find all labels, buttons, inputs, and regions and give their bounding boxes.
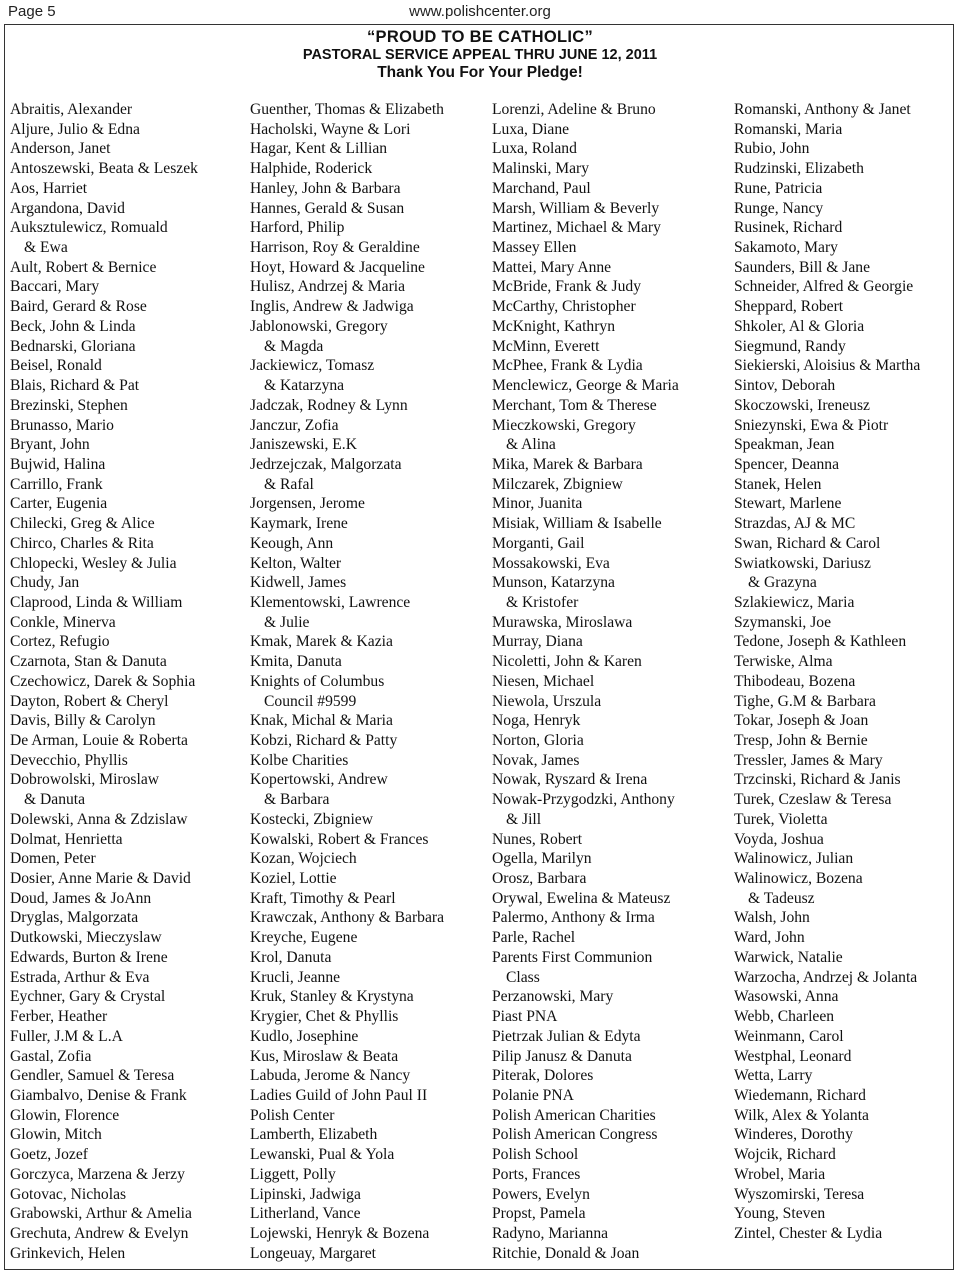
donor-name: Fuller, J.M & L.A xyxy=(10,1027,123,1045)
donor-name: Saunders, Bill & Jane xyxy=(734,258,870,276)
donor-name: Palermo, Anthony & Irma xyxy=(492,909,655,927)
donor-name: Misiak, William & Isabelle xyxy=(492,515,662,533)
donor-name: Lamberth, Elizabeth xyxy=(250,1126,378,1144)
donor-name: Domen, Peter xyxy=(10,850,96,868)
donor-name: Kudlo, Josephine xyxy=(250,1027,359,1045)
donor-name: Ward, John xyxy=(734,929,805,947)
donor-name: Kmita, Danuta xyxy=(250,653,342,671)
donor-name: Runge, Nancy xyxy=(734,199,824,217)
donor-name: Kruk, Stanley & Krystyna xyxy=(250,988,414,1006)
donor-name: Dolmat, Henrietta xyxy=(10,830,123,848)
donor-name: Mika, Marek & Barbara xyxy=(492,455,643,473)
donor-name: Nowak, Ryszard & Irena xyxy=(492,771,648,789)
donor-name: Walinowicz, Bozena xyxy=(734,870,863,888)
donor-name: Jackiewicz, Tomasz xyxy=(250,357,375,375)
donor-name: Class xyxy=(506,968,540,986)
donor-name: Labuda, Jerome & Nancy xyxy=(250,1067,411,1085)
donor-name: Brunasso, Mario xyxy=(10,416,114,434)
donor-name: Glowin, Florence xyxy=(10,1106,120,1124)
donor-name: Szymanski, Joe xyxy=(734,613,832,631)
donor-name: Janiszewski, E.K xyxy=(250,436,357,454)
donor-name: Romanski, Maria xyxy=(734,120,843,138)
donor-name: Sakamoto, Mary xyxy=(734,239,838,257)
donor-name: Auksztulewicz, Romuald xyxy=(10,219,168,237)
donor-name: Ogella, Marilyn xyxy=(492,850,592,868)
donor-name: Chilecki, Greg & Alice xyxy=(10,515,155,533)
donor-name: Parle, Rachel xyxy=(492,929,576,947)
donor-column-2 xyxy=(250,100,444,1263)
donor-name: McBride, Frank & Judy xyxy=(492,278,641,296)
donor-name: Skoczowski, Ireneusz xyxy=(734,396,870,414)
donor-name: Kraft, Timothy & Pearl xyxy=(250,889,396,907)
website-url: www.polishcenter.org xyxy=(409,3,551,20)
donor-name: Doud, James & JoAnn xyxy=(10,889,152,907)
donor-name: Dobrowolski, Miroslaw xyxy=(10,771,160,789)
donor-name: Dryglas, Malgorzata xyxy=(10,909,139,927)
donor-name: Ritchie, Donald & Joan xyxy=(492,1244,640,1262)
donor-name: Mossakowski, Eva xyxy=(492,554,610,572)
donor-name: Kaymark, Irene xyxy=(250,515,348,533)
donor-name: Tighe, G.M & Barbara xyxy=(734,692,876,710)
donor-name: Wrobel, Maria xyxy=(734,1165,826,1183)
donor-name: Jadczak, Rodney & Lynn xyxy=(250,396,408,414)
donor-name: Krucli, Jeanne xyxy=(250,968,341,986)
donor-name: Nunes, Robert xyxy=(492,830,583,848)
donor-name: Wasowski, Anna xyxy=(734,988,839,1006)
donor-name: Bryant, John xyxy=(10,436,90,454)
donor-name: Litherland, Vance xyxy=(250,1205,361,1223)
donor-name: Polanie PNA xyxy=(492,1086,574,1104)
donor-name: & Grazyna xyxy=(748,574,817,592)
donor-name: Dutkowski, Mieczyslaw xyxy=(10,929,162,947)
donor-name: Brezinski, Stephen xyxy=(10,396,128,414)
donor-name: Rudzinski, Elizabeth xyxy=(734,160,864,178)
donor-name: Mieczkowski, Gregory xyxy=(492,416,636,434)
donor-name: Harrison, Roy & Geraldine xyxy=(250,239,420,257)
donor-name: Kidwell, James xyxy=(250,574,347,592)
donor-name: Siegmund, Randy xyxy=(734,337,846,355)
donor-name: Eychner, Gary & Crystal xyxy=(10,988,166,1006)
donor-column-1 xyxy=(10,100,198,1263)
donor-name: Wojcik, Richard xyxy=(734,1146,836,1164)
page-number: Page 5 xyxy=(8,3,56,20)
donor-name: Chudy, Jan xyxy=(10,574,80,592)
donor-name: & Kristofer xyxy=(506,593,579,611)
donor-name: Martinez, Michael & Mary xyxy=(492,219,661,237)
donor-name: Knak, Michal & Maria xyxy=(250,712,393,730)
donor-name: & Danuta xyxy=(24,791,86,809)
donor-name: Bednarski, Gloriana xyxy=(10,337,136,355)
donor-name: Siekierski, Aloisius & Martha xyxy=(734,357,921,375)
donor-name: Longeuay, Margaret xyxy=(250,1244,376,1262)
donor-name: Rusinek, Richard xyxy=(734,219,843,237)
donor-name: Dayton, Robert & Cheryl xyxy=(10,692,169,710)
heading-subtitle: PASTORAL SERVICE APPEAL THRU JUNE 12, 2011 xyxy=(302,47,658,63)
donor-name: Polish American Congress xyxy=(492,1126,658,1144)
donor-name: Massey Ellen xyxy=(492,239,577,257)
donor-name: Powers, Evelyn xyxy=(492,1185,590,1203)
donor-name: Propst, Pamela xyxy=(492,1205,586,1223)
donor-name: Stewart, Marlene xyxy=(734,495,842,513)
donor-name: Bujwid, Halina xyxy=(10,455,106,473)
donor-name: Grabowski, Arthur & Amelia xyxy=(10,1205,192,1223)
donor-name: Tokar, Joseph & Joan xyxy=(734,712,869,730)
donor-name: Gendler, Samuel & Teresa xyxy=(10,1067,175,1085)
donor-name: Rune, Patricia xyxy=(734,179,823,197)
donor-name: Abraitis, Alexander xyxy=(10,101,133,118)
donor-name: Sheppard, Robert xyxy=(734,298,844,316)
donor-name: Beck, John & Linda xyxy=(10,317,136,335)
donor-name: & Katarzyna xyxy=(264,377,345,395)
donor-name: Niesen, Michael xyxy=(492,672,595,690)
donor-name: Piterak, Dolores xyxy=(492,1067,594,1085)
donor-name: Jedrzejczak, Malgorzata xyxy=(250,455,402,473)
donor-name: Luxa, Diane xyxy=(492,120,570,138)
donor-name: Krol, Danuta xyxy=(250,948,332,966)
donor-name: Zintel, Chester & Lydia xyxy=(734,1224,883,1242)
donor-name: Keough, Ann xyxy=(250,534,334,552)
donor-name: Warzocha, Andrzej & Jolanta xyxy=(734,968,918,986)
donor-name: Harford, Philip xyxy=(250,219,345,237)
donor-name: Lipinski, Jadwiga xyxy=(250,1185,361,1203)
heading-thanks: Thank You For Your Pledge! xyxy=(377,64,583,81)
donor-name: Jorgensen, Jerome xyxy=(250,495,365,513)
donor-name: Schneider, Alfred & Georgie xyxy=(734,278,914,296)
donor-name: Sintov, Deborah xyxy=(734,377,836,395)
donor-name: Baird, Gerard & Rose xyxy=(10,298,147,316)
donor-name: Tressler, James & Mary xyxy=(734,751,883,769)
donor-name: Kus, Miroslaw & Beata xyxy=(250,1047,399,1065)
donor-name: Lojewski, Henryk & Bozena xyxy=(250,1224,430,1242)
donor-name: Ladies Guild of John Paul II xyxy=(250,1086,428,1104)
donor-name: & Jill xyxy=(506,810,542,828)
donor-name: Carrillo, Frank xyxy=(10,475,103,493)
donor-name: Murray, Diana xyxy=(492,633,583,651)
donor-name: Wiedemann, Richard xyxy=(734,1086,866,1104)
donor-name: Voyda, Joshua xyxy=(734,830,824,848)
donor-name: Walsh, John xyxy=(734,909,810,927)
donor-name: Wilk, Alex & Yolanta xyxy=(734,1106,869,1124)
donor-name: Kolbe Charities xyxy=(250,751,349,769)
donor-name: Nowak-Przygodzki, Anthony xyxy=(492,791,675,809)
donor-name: Trzcinski, Richard & Janis xyxy=(734,771,901,789)
donor-name: Terwiske, Alma xyxy=(734,653,833,671)
donor-name: Hacholski, Wayne & Lori xyxy=(250,120,411,138)
donor-name: Norton, Gloria xyxy=(492,732,584,749)
donor-name: Gotovac, Nicholas xyxy=(10,1185,127,1203)
donor-name: Rubio, John xyxy=(734,140,810,158)
donor-name: Ault, Robert & Bernice xyxy=(10,258,157,276)
donor-name: & Tadeusz xyxy=(748,889,815,907)
donor-name: Milczarek, Zbigniew xyxy=(492,475,623,493)
donor-name: De Arman, Louie & Roberta xyxy=(10,732,188,749)
donor-name: Radyno, Marianna xyxy=(492,1224,609,1242)
donor-name: Kozan, Wojciech xyxy=(250,850,357,868)
heading-title: “PROUD TO BE CATHOLIC” xyxy=(367,28,593,46)
donor-column-3 xyxy=(492,100,679,1263)
donor-name: Westphal, Leonard xyxy=(734,1047,852,1065)
donor-name: Walinowicz, Julian xyxy=(734,850,854,868)
donor-name: Luxa, Roland xyxy=(492,140,577,158)
donor-name: Halphide, Roderick xyxy=(250,160,373,178)
donor-name: Gorczyca, Marzena & Jerzy xyxy=(10,1165,185,1183)
donor-name: Guenther, Thomas & Elizabeth xyxy=(250,101,444,118)
donor-name: Hannes, Gerald & Susan xyxy=(250,199,405,217)
donor-name: Estrada, Arthur & Eva xyxy=(10,968,150,986)
donor-column-4 xyxy=(734,100,920,1244)
donor-name: Kowalski, Robert & Frances xyxy=(250,830,429,848)
donor-name: Czarnota, Stan & Danuta xyxy=(10,653,167,671)
page-header xyxy=(0,0,960,26)
donor-name: Hoyt, Howard & Jacqueline xyxy=(250,258,425,276)
donor-name: Gastal, Zofia xyxy=(10,1047,92,1065)
donor-name: Hanley, John & Barbara xyxy=(250,179,401,197)
donor-name: Argandona, David xyxy=(10,199,125,217)
donor-name: Winderes, Dorothy xyxy=(734,1126,853,1144)
donor-name: Kreyche, Eugene xyxy=(250,929,358,947)
donor-name: Antoszewski, Beata & Leszek xyxy=(10,160,198,178)
donor-name: Sniezynski, Ewa & Piotr xyxy=(734,416,889,434)
donor-name: Polish Center xyxy=(250,1106,335,1124)
donor-name: Orywal, Ewelina & Mateusz xyxy=(492,889,671,907)
donor-name: Merchant, Tom & Therese xyxy=(492,396,657,414)
donor-name: Szlakiewicz, Maria xyxy=(734,593,855,611)
donor-name: Romanski, Anthony & Janet xyxy=(734,101,911,118)
donor-name: Young, Steven xyxy=(734,1205,826,1223)
donor-name: Chirco, Charles & Rita xyxy=(10,534,154,552)
donor-name: Weinmann, Carol xyxy=(734,1027,844,1045)
donor-name: & Magda xyxy=(264,337,324,355)
donor-name: Piast PNA xyxy=(492,1008,558,1026)
donor-name: Jablonowski, Gregory xyxy=(250,317,388,335)
donor-name: Tresp, John & Bernie xyxy=(734,732,868,749)
donor-name: Novak, James xyxy=(492,751,580,769)
donor-name: McCarthy, Christopher xyxy=(492,298,636,316)
donor-name: Ports, Frances xyxy=(492,1165,581,1183)
donor-name: Conkle, Minerva xyxy=(10,613,116,631)
donor-name: Speakman, Jean xyxy=(734,436,835,454)
donor-name: Dolewski, Anna & Zdzislaw xyxy=(10,810,188,828)
donor-name: Claprood, Linda & William xyxy=(10,593,183,611)
donor-name: Knights of Columbus xyxy=(250,672,385,690)
donor-name: Polish American Charities xyxy=(492,1106,656,1124)
donor-name: Hagar, Kent & Lillian xyxy=(250,140,388,158)
donor-name: Beisel, Ronald xyxy=(10,357,102,375)
donor-name: Lorenzi, Adeline & Bruno xyxy=(492,101,656,118)
donor-name: & Rafal xyxy=(264,475,314,493)
donor-name: Hulisz, Andrzej & Maria xyxy=(250,278,406,296)
donor-name: Munson, Katarzyna xyxy=(492,574,615,592)
donor-name: Malinski, Mary xyxy=(492,160,590,178)
donor-name: Nicoletti, John & Karen xyxy=(492,653,642,671)
donor-name: Glowin, Mitch xyxy=(10,1126,102,1144)
donor-name: Giambalvo, Denise & Frank xyxy=(10,1086,187,1104)
donor-name: Noga, Henryk xyxy=(492,712,581,730)
donor-name: Lewanski, Pual & Yola xyxy=(250,1146,395,1164)
donor-name: McMinn, Everett xyxy=(492,337,600,355)
donor-name: Pilip Janusz & Danuta xyxy=(492,1047,632,1065)
donor-name: Anderson, Janet xyxy=(10,140,111,158)
donor-name: Aos, Harriet xyxy=(10,179,88,197)
donor-name: Janczur, Zofia xyxy=(250,416,339,434)
donor-name: Menclewicz, George & Maria xyxy=(492,377,679,395)
donor-name: Krawczak, Anthony & Barbara xyxy=(250,909,444,927)
donor-name: Strazdas, AJ & MC xyxy=(734,515,856,533)
donor-name: Warwick, Natalie xyxy=(734,948,843,966)
appeal-heading xyxy=(0,28,960,82)
donor-name: Devecchio, Phyllis xyxy=(10,751,128,769)
donor-name: Czechowicz, Darek & Sophia xyxy=(10,672,196,690)
donor-name: Cortez, Refugio xyxy=(10,633,110,651)
donor-name: Orosz, Barbara xyxy=(492,870,587,888)
donor-name: Grinkevich, Helen xyxy=(10,1244,126,1262)
donor-name: Dosier, Anne Marie & David xyxy=(10,870,191,888)
donor-name: Kobzi, Richard & Patty xyxy=(250,732,398,749)
donor-name: & Barbara xyxy=(264,791,330,809)
donor-name: Council #9599 xyxy=(264,692,357,710)
donor-name: Grechuta, Andrew & Evelyn xyxy=(10,1224,189,1242)
donor-name: Krygier, Chet & Phyllis xyxy=(250,1008,399,1026)
donor-name: McKnight, Kathryn xyxy=(492,317,615,335)
donor-name: Liggett, Polly xyxy=(250,1165,336,1183)
donor-name: Kmak, Marek & Kazia xyxy=(250,633,393,651)
donor-name: Shkoler, Al & Gloria xyxy=(734,317,865,335)
donor-name: & Alina xyxy=(506,436,556,454)
donor-name: Kelton, Walter xyxy=(250,554,342,572)
donor-name: Mattei, Mary Anne xyxy=(492,258,612,276)
donor-name: Wetta, Larry xyxy=(734,1067,813,1085)
donor-name: Murawska, Miroslawa xyxy=(492,613,633,631)
donor-name: Morganti, Gail xyxy=(492,534,585,552)
donor-name: Swiatkowski, Dariusz xyxy=(734,554,871,572)
donor-name: Minor, Juanita xyxy=(492,495,583,513)
donor-name: Kopertowski, Andrew xyxy=(250,771,388,789)
donor-name: Baccari, Mary xyxy=(10,278,100,296)
donor-name: Webb, Charleen xyxy=(734,1008,835,1026)
donor-name: Pietrzak Julian & Edyta xyxy=(492,1027,641,1045)
donor-name: Niewola, Urszula xyxy=(492,692,602,710)
donor-name: Koziel, Lottie xyxy=(250,870,337,888)
donor-name: Aljure, Julio & Edna xyxy=(10,120,140,138)
donor-name: Thibodeau, Bozena xyxy=(734,672,856,690)
donor-name: Kostecki, Zbigniew xyxy=(250,810,373,828)
donor-name: McPhee, Frank & Lydia xyxy=(492,357,643,375)
donor-name: Parents First Communion xyxy=(492,948,653,966)
donor-name: Edwards, Burton & Irene xyxy=(10,948,168,966)
donor-name: Marchand, Paul xyxy=(492,179,591,197)
donor-name: Stanek, Helen xyxy=(734,475,822,493)
donor-name: & Julie xyxy=(264,613,310,631)
donor-name: Turek, Czeslaw & Teresa xyxy=(734,791,892,809)
donor-name: Inglis, Andrew & Jadwiga xyxy=(250,298,414,316)
donor-name: Polish School xyxy=(492,1146,579,1164)
donor-name: Tedone, Joseph & Kathleen xyxy=(734,633,907,651)
donor-name: Blais, Richard & Pat xyxy=(10,377,140,395)
donor-name: Marsh, William & Beverly xyxy=(492,199,660,217)
donor-name: Perzanowski, Mary xyxy=(492,988,614,1006)
donor-name: Carter, Eugenia xyxy=(10,495,108,513)
donor-name: Spencer, Deanna xyxy=(734,455,840,473)
donor-name: & Ewa xyxy=(24,239,68,257)
donor-name: Swan, Richard & Carol xyxy=(734,534,881,552)
donor-name: Wyszomirski, Teresa xyxy=(734,1185,865,1203)
donor-name: Chlopecki, Wesley & Julia xyxy=(10,554,177,572)
donor-name: Goetz, Jozef xyxy=(10,1146,88,1164)
donor-name: Ferber, Heather xyxy=(10,1008,108,1026)
donor-name: Davis, Billy & Carolyn xyxy=(10,712,156,730)
donor-name: Klementowski, Lawrence xyxy=(250,593,411,611)
donor-name: Turek, Violetta xyxy=(734,810,828,828)
